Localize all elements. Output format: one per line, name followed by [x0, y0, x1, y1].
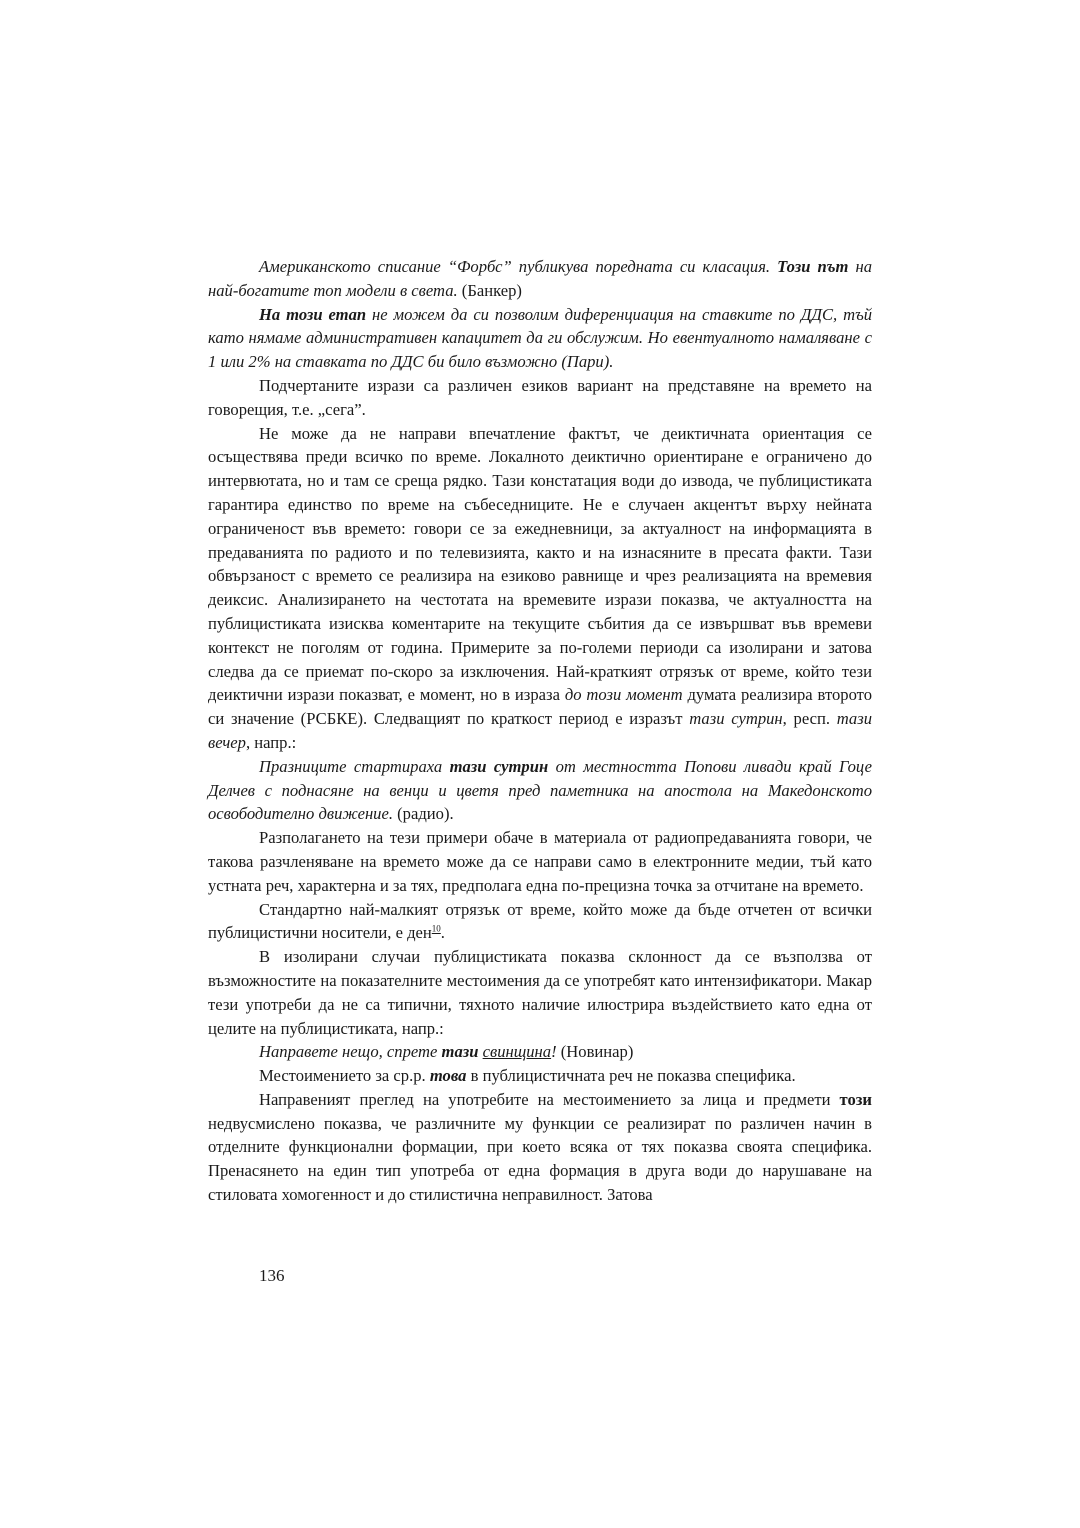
paragraph: [208, 1088, 872, 1207]
text-run: тази вечер: [208, 709, 873, 752]
paragraph: [208, 1064, 872, 1088]
text-run: в публицистичната реч не показва специфика.: [466, 1066, 796, 1086]
text-run: Подчертаните изрази са различен езиков вариант на представяне на времето на говорещия, т.е. „сега”.: [208, 375, 872, 419]
text-run: , напр.:: [245, 732, 297, 752]
text-run: (Банкер): [457, 280, 522, 300]
text-run: !: [551, 1042, 557, 1062]
paragraph: [208, 898, 872, 946]
text-run: Направете нещо, спрете: [259, 1042, 442, 1062]
paragraph: [208, 303, 872, 374]
paragraph: [208, 826, 872, 897]
text-run: от местността Попови ливади край Гоце Делчев с поднасяне на венци и цветя пред паметника на апостола на Македонското освободително движение.: [208, 756, 872, 824]
paragraph: [208, 422, 872, 755]
text-run: тази сутрин: [689, 709, 783, 729]
text-run: свинщина: [482, 1042, 552, 1062]
footnote-ref: 10: [431, 923, 441, 934]
text-run: до този момент: [564, 685, 683, 705]
text-run: Американското списание “Форбс” публикува поредната си класация.: [259, 257, 778, 276]
text-run: Празниците стартираха: [259, 756, 450, 776]
text-run: тази сутрин: [449, 756, 549, 776]
text-run: Не може да не направи впечатление фактът, че деиктичната ориентация се осъществява преди всичко по време. Локалното деиктично ориентиране е ограничено до интервютата, но и там се среща рядко. Тази констатация води до извода, че публицистиката гарантира единство по време на събеседниците. Не е случаен акцентът върху нейната ограниченост във времето: говори се за ежедневници, за актуалност на информацията в предаванията по радиото и по телевизията, както и на изнасяните в пресата факти. Тази обвързаност с времето се реализира на езиково равнище и чрез реализацията на времевия деиксис. Анализирането на честотата на времевите изрази показва, че актуалността на публицистиката изисква коментарите на текущите събития да се извършват във времеви контекст не поголям от година. Примерите за по-големи периоди са изолирани и затова следва да се приемат по-скоро за изключения. Най-краткият отрязък от време, който тези деиктични изрази показват, е момент, но в израза: [208, 423, 872, 705]
text-run: (радио).: [393, 804, 454, 824]
page-body: [208, 255, 872, 1207]
text-run: не можем да си позволим диференциация на ставките по ДДС, тъй като нямаме административен капацитет да ги обслужим. Но евентуалното намаляване с 1 или 2% на ставката по ДДС би било възможно (Пари).: [208, 304, 872, 372]
text-run: Този път: [777, 257, 849, 276]
text-run: Разполагането на тези примери обаче в материала от радиопредаванията говори, че такова разчленяване на времето може да се направи само в електронните медии, тъй като устната реч, характерна и за тях, предполага една по-прецизна точка за отчитане на времето.: [208, 828, 872, 895]
text-run: на най-богатите топ модели в света.: [208, 257, 873, 300]
paragraph: [208, 255, 872, 303]
page-number: 136: [259, 1266, 285, 1285]
text-run: (Новинар): [556, 1042, 634, 1062]
text-run: тази: [441, 1042, 479, 1062]
text-run: недвусмислено показва, че различните му функции се реализират по различен начин в отделните функционални формации, при което всяка от тях показва своята специфика. Пренасянето на един тип употреба от една формация в друга води до нарушаване на стиловата хомогенност и до стилистична неправилност. Затова: [208, 1113, 872, 1205]
paragraph: [208, 374, 872, 422]
text-run: В изолирани случаи публицистиката показва склонност да се възползва от възможностите на показателните местоимения да се употребят като интензификатори. Макар тези употреби да не са типични, тяхното наличие илюстрира въздействието като една от целите на публицистиката, напр.:: [208, 947, 872, 1038]
text-run: .: [440, 923, 445, 943]
text-run: , респ.: [782, 709, 837, 729]
text-run: Направеният преглед на употребите на местоимението за лица и предмети: [259, 1089, 840, 1109]
paragraph: [208, 755, 872, 826]
text-run: този: [839, 1089, 872, 1109]
text-run: думата реализира второто си значение (РСБКЕ). Следващият по краткост период е изразът: [208, 685, 872, 729]
paragraph: [208, 1040, 872, 1064]
paragraph: [208, 945, 872, 1040]
text-run: На този етап: [259, 304, 367, 324]
text-run: Местоимението за ср.р.: [259, 1066, 430, 1086]
text-run: Стандартно най-малкият отрязък от време, който може да бъде отчетен от всички публицистични носители, е ден: [208, 899, 872, 943]
text-run: това: [429, 1066, 467, 1086]
